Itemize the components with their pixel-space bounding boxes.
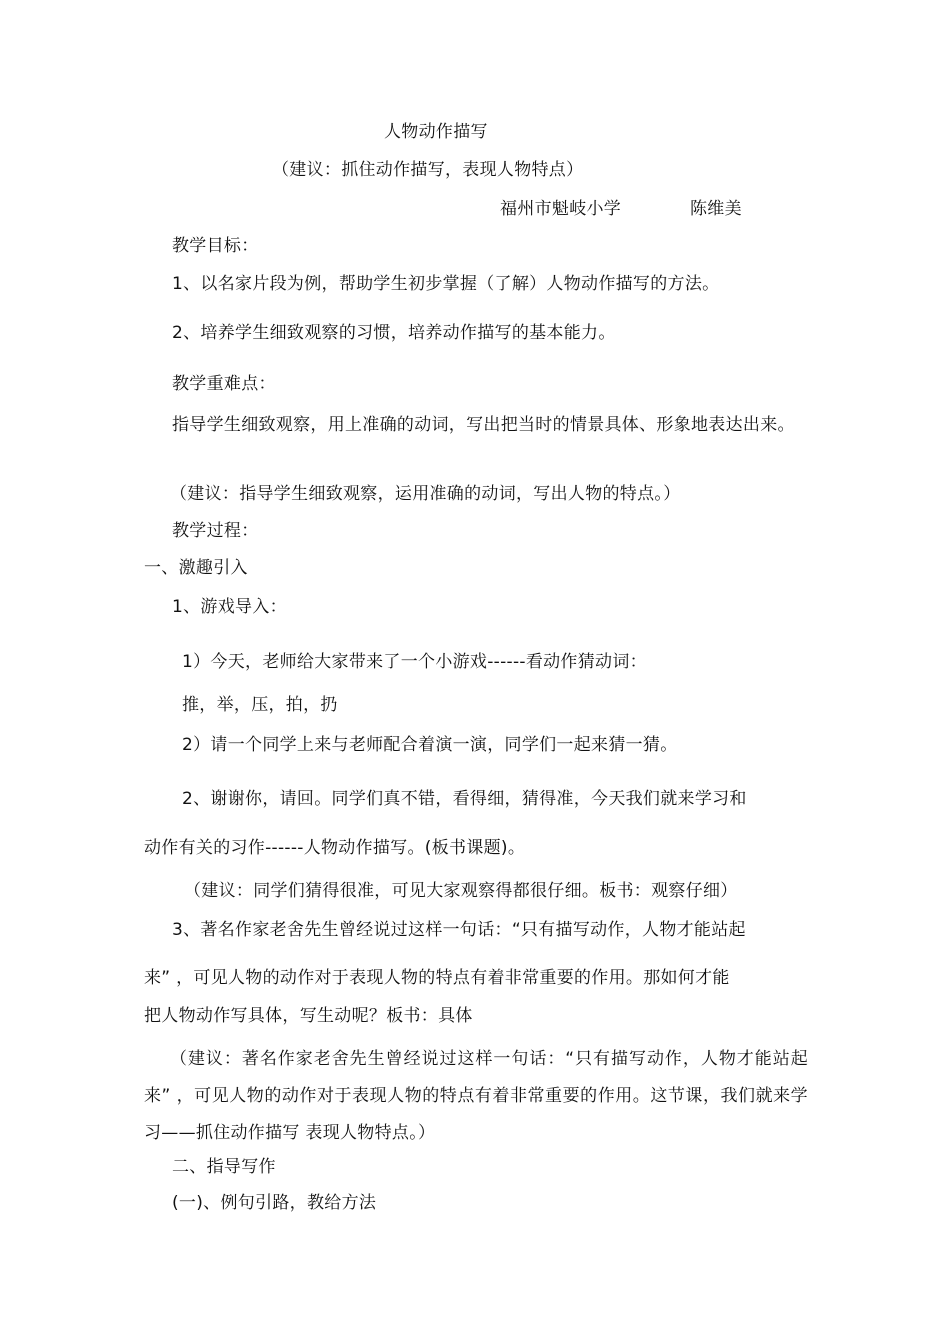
goals-heading: 教学目标： [172, 236, 259, 256]
goal-item-2: 2、培养学生细致观察的习惯，培养动作描写的基本能力。 [172, 323, 616, 343]
key-points-heading: 教学重难点： [172, 374, 276, 394]
step-1-heading: 1、游戏导入： [172, 597, 287, 617]
step-3-line-2: 来” ，可见人物的动作对于表现人物的特点有着非常重要的作用。那如何才能 [144, 968, 730, 988]
step-2-suggestion: （建议：同学们猜得很准，可见大家观察得都很仔细。板书：观察仔细） [184, 881, 738, 901]
step-2-line-1: 2、谢谢你，请回。同学们真不错，看得细，猜得准，今天我们就来学习和 [182, 789, 747, 809]
step-1-item-2: 2）请一个同学上来与老师配合着演一演，同学们一起来猜一猜。 [182, 735, 678, 755]
document-subtitle: （建议：抓住动作描写，表现人物特点） [272, 160, 584, 180]
key-points-suggestion: （建议：指导学生细致观察，运用准确的动词，写出人物的特点。） [170, 484, 681, 504]
step-3-line-1: 3、著名作家老舍先生曾经说过这样一句话：“只有描写动作，人物才能站起 [172, 920, 746, 940]
section-heading-1: 一、激趣引入 [144, 558, 248, 578]
document-title: 人物动作描写 [384, 122, 488, 142]
process-heading: 教学过程： [172, 521, 259, 541]
step-3-suggestion: （建议：著名作家老舍先生曾经说过这样一句话：“只有描写动作，人物才能站起来” ，可见人物的动作对于表现人物的特点有着非常重要的作用。这节课，我们就来学习——抓住动作描写 表现人物特点。） [144, 1049, 808, 1143]
step-3-line-3: 把人物动作写具体，写生动呢？板书：具体 [144, 1006, 473, 1026]
school-name: 福州市魁岐小学 [500, 199, 622, 219]
subsection-heading-1: (一)、例句引路，教给方法 [172, 1193, 377, 1213]
author-name: 陈维美 [690, 199, 742, 219]
goal-item-1: 1、以名家片段为例，帮助学生初步掌握（了解）人物动作描写的方法。 [172, 274, 720, 294]
verb-list: 推，举，压，拍，扔 [182, 695, 338, 715]
step-2-line-2: 动作有关的习作------人物动作描写。(板书课题)。 [144, 838, 526, 858]
key-points-text: 指导学生细致观察，用上准确的动词，写出把当时的情景具体、形象地表达出来。 [172, 415, 795, 435]
step-1-item-1: 1）今天，老师给大家带来了一个小游戏------看动作猜动词： [182, 652, 647, 672]
section-heading-2: 二、指导写作 [172, 1157, 276, 1177]
